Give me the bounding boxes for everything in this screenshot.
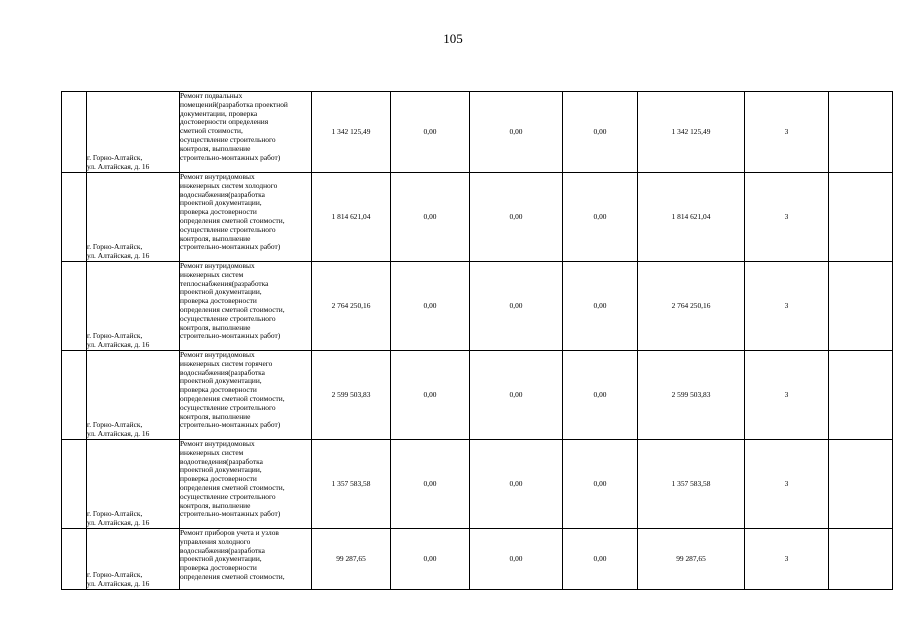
address-line: г. Горно-Алтайск, (87, 242, 143, 252)
address-line: ул. Алтайская, д. 16 (87, 518, 150, 528)
work-description-line: инженерных систем (180, 269, 244, 279)
row-index-cell (62, 351, 87, 440)
table-row (62, 440, 893, 529)
work-description-line: определения сметной стоимости, (180, 215, 285, 225)
work-description-line: проектной документации, (180, 287, 262, 297)
work-description-line: контроля, выполнение (180, 411, 251, 421)
total-cost-cell: 1 814 621,04 (312, 173, 391, 262)
period-cell: 3 (745, 173, 829, 262)
extra-cell (829, 262, 893, 351)
work-description-line: Ремонт внутридомовых (180, 439, 255, 448)
row-index-cell (62, 173, 87, 262)
work-description-line: контроля, выполнение (180, 233, 251, 243)
fund-cell: 0,00 (391, 351, 470, 440)
work-description-line: строительно-монтажных работ) (180, 509, 281, 519)
work-description-cell (180, 173, 312, 262)
work-description-line: определения сметной стоимости, (180, 571, 285, 581)
table-row (62, 173, 893, 262)
other-funds-cell: 0,00 (563, 92, 638, 173)
owner-funds-cell: 2 599 503,83 (638, 351, 745, 440)
work-description-line: теплоснабжения(разработка (180, 278, 269, 288)
address-line: ул. Алтайская, д. 16 (87, 429, 150, 439)
page-number: 105 (443, 31, 463, 46)
address-cell (87, 440, 180, 529)
work-description-line: Ремонт подвальных (180, 91, 243, 100)
other-funds-cell: 0,00 (563, 440, 638, 529)
work-description-line: водоснабжения(разработка (180, 189, 265, 199)
work-description-line: Ремонт приборов учета и узлов (180, 528, 279, 537)
address-line: г. Горно-Алтайск, (87, 420, 143, 430)
work-description-cell (180, 92, 312, 173)
total-cost-cell: 99 287,65 (312, 529, 391, 590)
work-description-line: осуществление строительного (180, 134, 276, 144)
work-description-line: проектной документации, (180, 465, 262, 475)
budget-cell: 0,00 (470, 529, 563, 590)
owner-funds-cell: 2 764 250,16 (638, 262, 745, 351)
work-description-cell (180, 440, 312, 529)
extra-cell (829, 92, 893, 173)
work-description-line: осуществление строительного (180, 402, 276, 412)
address-line: г. Горно-Алтайск, (87, 509, 143, 519)
work-description-line: проектной документации, (180, 376, 262, 386)
work-description-line: строительно-монтажных работ) (180, 152, 281, 162)
address-line: ул. Алтайская, д. 16 (87, 162, 150, 172)
work-description-line: определения сметной стоимости, (180, 393, 285, 403)
address-cell (87, 173, 180, 262)
address-line: ул. Алтайская, д. 16 (87, 340, 150, 350)
extra-cell (829, 440, 893, 529)
total-cost-cell: 1 342 125,49 (312, 92, 391, 173)
fund-cell: 0,00 (391, 440, 470, 529)
other-funds-cell: 0,00 (563, 351, 638, 440)
work-description-line: водоснабжения(разработка (180, 367, 265, 377)
work-description-line: водоотведения(разработка (180, 456, 263, 466)
address-cell (87, 92, 180, 173)
address-line: г. Горно-Алтайск, (87, 153, 143, 163)
row-index-cell (62, 529, 87, 590)
period-cell: 3 (745, 440, 829, 529)
extra-cell (829, 173, 893, 262)
fund-cell: 0,00 (391, 262, 470, 351)
other-funds-cell: 0,00 (563, 529, 638, 590)
address-line: г. Горно-Алтайск, (87, 570, 143, 580)
work-description-line: контроля, выполнение (180, 500, 251, 510)
table-row (62, 351, 893, 440)
other-funds-cell: 0,00 (563, 173, 638, 262)
work-description-line: сметной стоимости, (180, 126, 243, 136)
extra-cell (829, 529, 893, 590)
fund-cell: 0,00 (391, 529, 470, 590)
period-cell: 3 (745, 351, 829, 440)
work-description-cell (180, 351, 312, 440)
work-description-line: проверка достоверности (180, 296, 257, 306)
fund-cell: 0,00 (391, 173, 470, 262)
work-description-line: документации, проверка (180, 108, 258, 118)
budget-cell: 0,00 (470, 440, 563, 529)
fund-cell: 0,00 (391, 92, 470, 173)
row-index-cell (62, 440, 87, 529)
table-row (62, 529, 893, 590)
work-description-line: помещений(разработка проектной (180, 99, 288, 109)
owner-funds-cell: 1 357 583,58 (638, 440, 745, 529)
work-description-line: проверка достоверности (180, 385, 257, 395)
work-description-line: водоснабжения(разработка (180, 545, 265, 555)
work-description-line: Ремонт внутридомовых (180, 172, 255, 181)
address-line: ул. Алтайская, д. 16 (87, 251, 150, 261)
total-cost-cell: 2 764 250,16 (312, 262, 391, 351)
work-description-line: проверка достоверности (180, 474, 257, 484)
total-cost-cell: 1 357 583,58 (312, 440, 391, 529)
work-description-line: строительно-монтажных работ) (180, 331, 281, 341)
row-index-cell (62, 262, 87, 351)
work-description-line: управления холодного (180, 536, 251, 546)
budget-cell: 0,00 (470, 173, 563, 262)
owner-funds-cell: 1 342 125,49 (638, 92, 745, 173)
address-line: ул. Алтайская, д. 16 (87, 579, 150, 589)
work-description-line: инженерных систем (180, 447, 244, 457)
extra-cell (829, 351, 893, 440)
table-row (62, 92, 893, 173)
owner-funds-cell: 99 287,65 (638, 529, 745, 590)
table-row (62, 262, 893, 351)
period-cell: 3 (745, 529, 829, 590)
work-description-line: проектной документации, (180, 554, 262, 564)
work-description-cell (180, 529, 312, 590)
address-line: г. Горно-Алтайск, (87, 331, 143, 341)
row-index-cell (62, 92, 87, 173)
work-description-line: строительно-монтажных работ) (180, 242, 281, 252)
work-description-line: Ремонт внутридомовых (180, 350, 255, 359)
total-cost-cell: 2 599 503,83 (312, 351, 391, 440)
work-description-line: контроля, выполнение (180, 322, 251, 332)
address-cell (87, 262, 180, 351)
owner-funds-cell: 1 814 621,04 (638, 173, 745, 262)
period-cell: 3 (745, 262, 829, 351)
work-description-line: контроля, выполнение (180, 143, 251, 153)
budget-cell: 0,00 (470, 92, 563, 173)
period-cell: 3 (745, 92, 829, 173)
repair-works-table (61, 91, 893, 590)
budget-cell: 0,00 (470, 262, 563, 351)
work-description-cell (180, 262, 312, 351)
work-description-line: определения сметной стоимости, (180, 482, 285, 492)
work-description-line: Ремонт внутридомовых (180, 261, 255, 270)
work-description-line: строительно-монтажных работ) (180, 420, 281, 430)
other-funds-cell: 0,00 (563, 262, 638, 351)
work-description-line: проверка достоверности (180, 563, 257, 573)
work-description-line: осуществление строительного (180, 224, 276, 234)
work-description-line: проверка достоверности (180, 207, 257, 217)
work-description-line: инженерных систем горячего (180, 358, 273, 368)
work-description-line: осуществление строительного (180, 491, 276, 501)
address-cell (87, 529, 180, 590)
work-description-line: осуществление строительного (180, 313, 276, 323)
work-description-line: определения сметной стоимости, (180, 304, 285, 314)
work-description-line: инженерных систем холодного (180, 180, 278, 190)
budget-cell: 0,00 (470, 351, 563, 440)
work-description-line: достоверности определения (180, 117, 269, 127)
address-cell (87, 351, 180, 440)
work-description-line: проектной документации, (180, 198, 262, 208)
